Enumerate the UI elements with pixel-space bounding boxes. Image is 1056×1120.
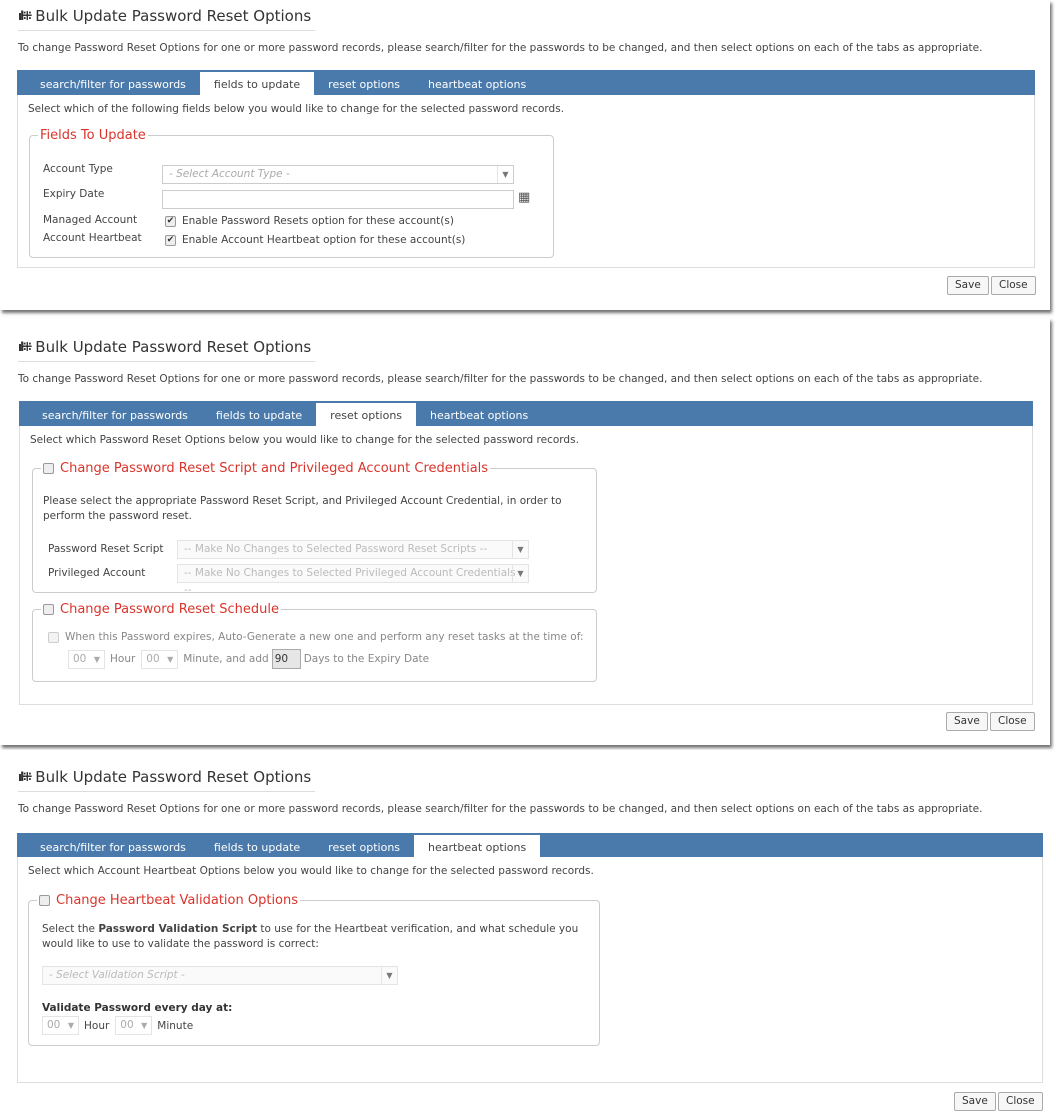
chevron-down-icon: ▼ xyxy=(512,565,528,582)
calendar-icon[interactable]: ▦ xyxy=(518,190,531,205)
tab-lead-text: Select which Account Heartbeat Options below you would like to change for the selected password records. xyxy=(28,865,594,877)
fields-to-update-fieldset xyxy=(29,128,554,258)
heartbeat-hour-value: 00 xyxy=(47,1019,61,1031)
panel-fields-to-update xyxy=(0,0,1050,310)
tab-search-filter[interactable]: search/filter for passwords xyxy=(42,409,188,422)
tab-reset-options[interactable]: reset options xyxy=(328,78,401,91)
account-heartbeat-label: Account Heartbeat xyxy=(43,232,142,244)
tab-content xyxy=(19,426,1033,705)
tab-lead-text: Select which of the following fields below you would like to change for the selected password records. xyxy=(28,103,565,115)
account-type-select[interactable] xyxy=(162,165,514,184)
reset-script-legend-text: Change Password Reset Script and Privileged Account Credentials xyxy=(60,461,489,476)
close-button[interactable]: Close xyxy=(991,276,1036,295)
info-text: Select the xyxy=(42,923,99,935)
tab-reset-options[interactable]: reset options xyxy=(316,403,416,426)
heartbeat-options-checkbox[interactable] xyxy=(39,895,50,906)
close-button[interactable]: Close xyxy=(990,712,1035,731)
tab-bar xyxy=(17,70,1035,95)
page-title-text: Bulk Update Password Reset Options xyxy=(35,768,312,786)
chevron-down-icon: ▼ xyxy=(512,541,528,558)
tab-heartbeat-options[interactable]: heartbeat options xyxy=(414,835,540,858)
tab-fields-to-update[interactable]: fields to update xyxy=(215,409,303,422)
reset-script-info: Please select the appropriate Password Reset Script, and Privileged Account Credential, in order to perform the password reset. xyxy=(43,495,562,522)
chevron-down-icon: ▼ xyxy=(381,967,397,984)
account-type-placeholder: - Select Account Type - xyxy=(169,168,290,180)
heartbeat-fieldset xyxy=(28,893,600,1046)
reset-script-checkbox[interactable] xyxy=(43,463,54,474)
page-title-text: Bulk Update Password Reset Options xyxy=(35,7,312,25)
page-description: To change Password Reset Options for one or more password records, please search/filter for the passwords to be changed, and then select options on each of the tabs as appropriate. xyxy=(18,42,983,54)
managed-account-label: Managed Account xyxy=(43,214,138,226)
page-title xyxy=(18,7,315,31)
page-description: To change Password Reset Options for one or more password records, please search/filter for the passwords to be changed, and then select options on each of the tabs as appropriate. xyxy=(18,803,983,815)
heartbeat-hour-select[interactable] xyxy=(42,1016,79,1035)
reset-hour-select[interactable] xyxy=(68,650,105,669)
minute-label: Minute, and add xyxy=(183,653,269,665)
tab-reset-options[interactable]: reset options xyxy=(328,841,401,854)
expiry-date-input[interactable] xyxy=(162,190,514,209)
tab-search-filter[interactable]: search/filter for passwords xyxy=(40,841,186,854)
reset-minute-value: 00 xyxy=(146,652,160,665)
validate-password-label: Validate Password every day at: xyxy=(42,1002,233,1014)
chevron-down-icon: ▼ xyxy=(497,166,513,183)
password-reset-script-select[interactable] xyxy=(177,540,529,559)
reset-script-fieldset xyxy=(32,461,597,596)
info-bold-text: Password Validation Script xyxy=(98,923,258,935)
app-logo-icon: ıl⁜ xyxy=(18,340,31,354)
tab-content xyxy=(17,857,1043,1083)
tab-bar xyxy=(19,401,1033,426)
heartbeat-info xyxy=(42,922,587,952)
fieldset-legend: Fields To Update xyxy=(40,128,146,143)
days-input[interactable]: 90 xyxy=(272,649,301,669)
page-description: To change Password Reset Options for one or more password records, please search/filter for the passwords to be changed, and then select options on each of the tabs as appropriate. xyxy=(18,373,983,385)
tab-search-filter[interactable]: search/filter for passwords xyxy=(40,78,186,91)
password-reset-script-value: -- Make No Changes to Selected Password Reset Scripts -- xyxy=(184,543,488,555)
heartbeat-legend-text: Change Heartbeat Validation Options xyxy=(56,893,299,908)
tab-fields-to-update[interactable]: fields to update xyxy=(213,841,301,854)
reset-schedule-legend-text: Change Password Reset Schedule xyxy=(60,602,279,617)
tab-bar xyxy=(17,833,1043,857)
chevron-down-icon: ▼ xyxy=(67,1021,74,1030)
expiry-date-label: Expiry Date xyxy=(43,188,105,200)
save-button[interactable]: Save xyxy=(954,1092,996,1111)
account-heartbeat-text: Enable Account Heartbeat option for these account(s) xyxy=(182,234,466,246)
app-logo-icon: ıl⁜ xyxy=(18,770,31,784)
close-button[interactable]: Close xyxy=(998,1092,1043,1111)
fieldset-legend xyxy=(41,602,281,617)
auto-generate-checkbox[interactable] xyxy=(48,632,59,643)
days-label: Days to the Expiry Date xyxy=(303,653,430,665)
validation-script-placeholder: - Select Validation Script - xyxy=(49,969,185,981)
reset-schedule-fieldset xyxy=(32,602,597,682)
save-button[interactable]: Save xyxy=(946,712,988,731)
validation-script-select[interactable] xyxy=(42,966,398,985)
page-title-text: Bulk Update Password Reset Options xyxy=(35,338,312,356)
tab-heartbeat-options[interactable]: heartbeat options xyxy=(430,409,529,422)
managed-account-checkbox[interactable]: ✔ xyxy=(166,215,175,226)
panel-heartbeat-options xyxy=(0,750,1050,1120)
reset-hour-value: 00 xyxy=(73,652,87,665)
page-title xyxy=(18,768,315,792)
account-heartbeat-checkbox[interactable]: ✔ xyxy=(166,234,175,245)
auto-generate-text: When this Password expires, Auto-Generate a new one and perform any reset tasks at the time of: xyxy=(65,631,584,643)
info-text: to use for the Heartbeat verification, and what schedule you would like to use to validate the password is correct: xyxy=(42,923,579,950)
tab-fields-to-update[interactable]: fields to update xyxy=(200,72,314,95)
chevron-down-icon: ▼ xyxy=(141,1021,148,1030)
privileged-account-label: Privileged Account xyxy=(48,567,146,579)
tab-heartbeat-options[interactable]: heartbeat options xyxy=(428,78,527,91)
panel-reset-options xyxy=(0,318,1050,745)
hour-label: Hour xyxy=(84,1019,110,1032)
fieldset-legend xyxy=(37,893,300,908)
fieldset-legend xyxy=(41,461,490,476)
page-title xyxy=(18,338,315,362)
chevron-down-icon: ▼ xyxy=(167,654,174,664)
privileged-account-value: -- Make No Changes to Selected Privileged Account Credentials -- xyxy=(184,567,516,596)
privileged-account-select[interactable] xyxy=(177,564,529,596)
tab-lead-text: Select which Password Reset Options below you would like to change for the selected password records. xyxy=(30,434,579,446)
reset-minute-select[interactable] xyxy=(141,650,178,669)
minute-label: Minute xyxy=(157,1019,194,1032)
heartbeat-minute-value: 00 xyxy=(120,1019,134,1031)
hour-label: Hour xyxy=(110,653,136,665)
chevron-down-icon: ▼ xyxy=(93,654,100,664)
password-reset-script-label: Password Reset Script xyxy=(48,543,164,555)
save-button[interactable]: Save xyxy=(947,276,989,295)
app-logo-icon: ıl⁜ xyxy=(18,9,31,23)
managed-account-text: Enable Password Resets option for these account(s) xyxy=(182,215,454,227)
account-type-label: Account Type xyxy=(43,163,113,175)
reset-schedule-checkbox[interactable] xyxy=(43,604,54,615)
heartbeat-minute-select[interactable] xyxy=(115,1016,152,1035)
tab-content xyxy=(17,95,1035,268)
